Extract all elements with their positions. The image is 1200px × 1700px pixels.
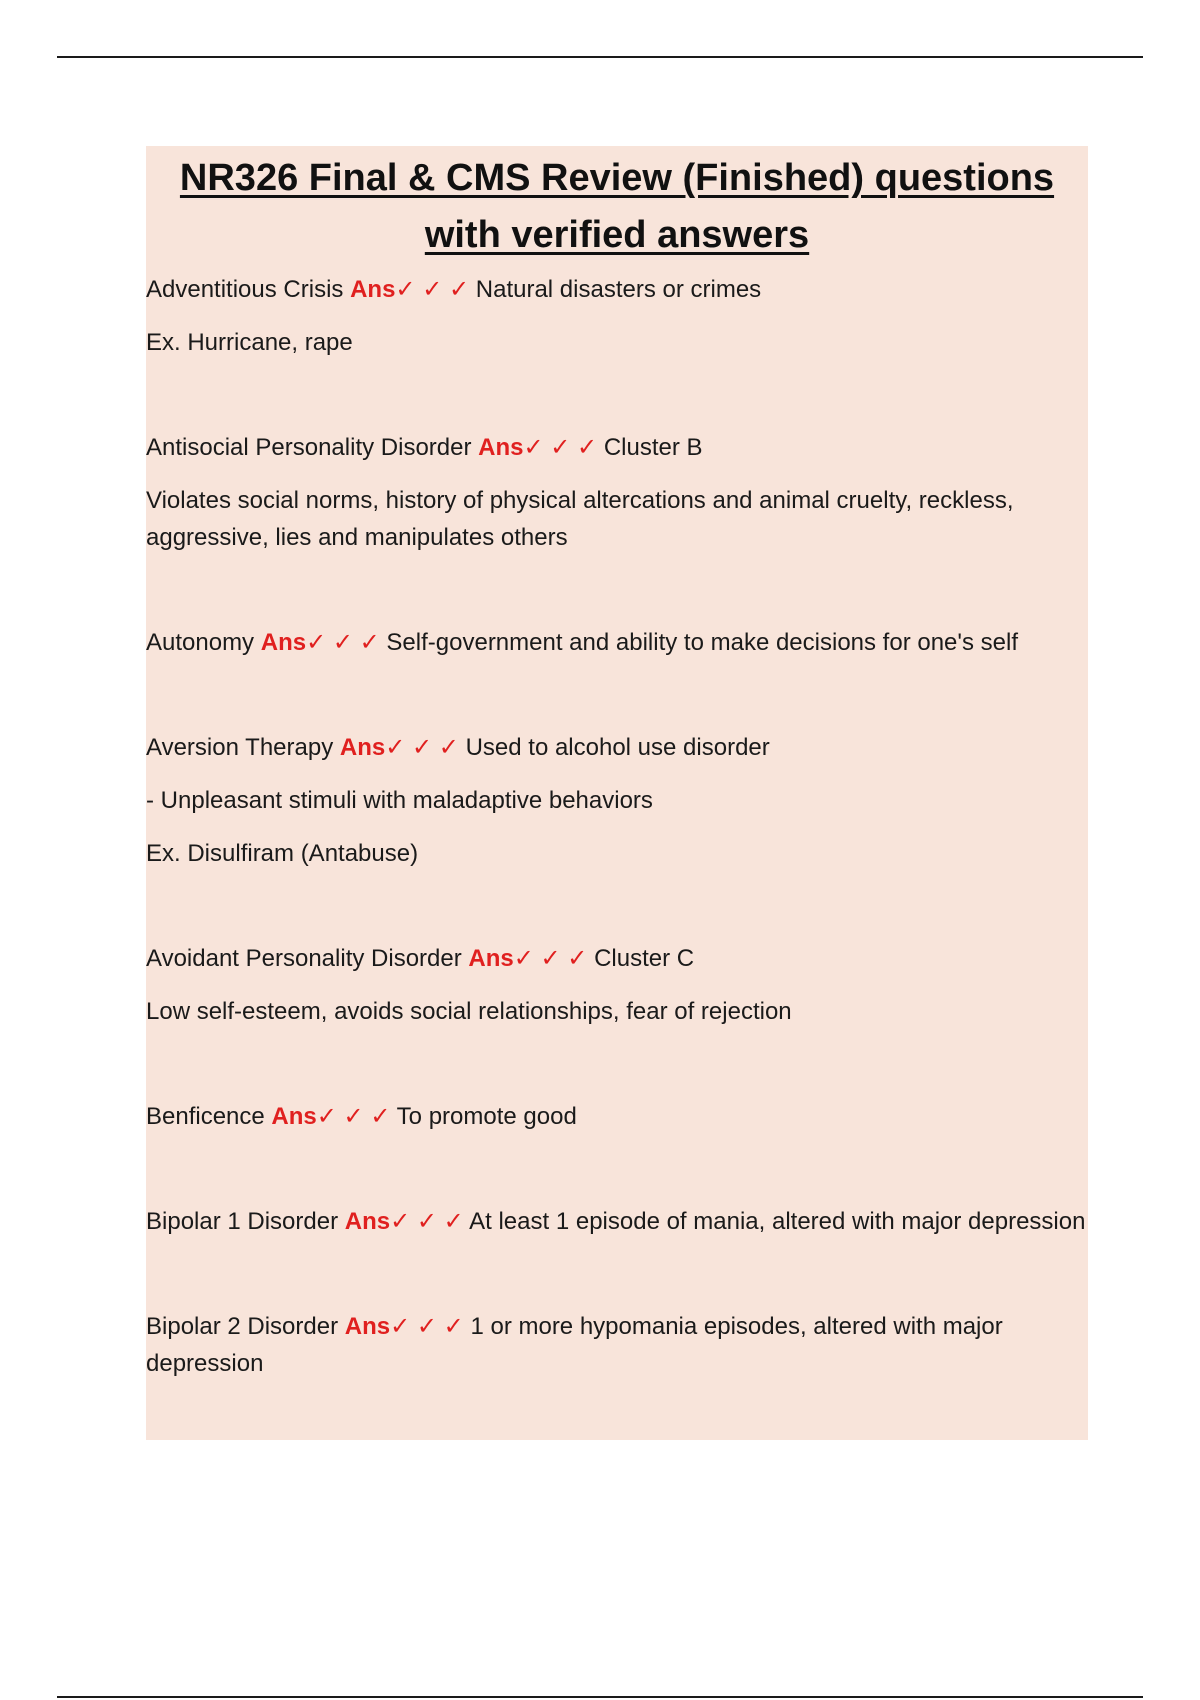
qa-line [146,1308,1088,1382]
check-marks-icon: ✓ ✓ ✓ [306,629,380,656]
qa-line [146,1203,1088,1240]
ans-label: Ans [344,1313,391,1340]
qa-line [146,940,1088,977]
ans-label: Ans [339,734,386,761]
detail-line: Low self-esteem, avoids social relationships, fear of rejection [146,998,792,1025]
check-marks-icon: ✓ ✓ ✓ [523,434,598,461]
answer: Cluster B [603,434,703,461]
answer: Natural disasters or crimes [475,276,762,303]
detail-line: Ex. Hurricane, rape [146,329,353,356]
document-title: NR326 Final & CMS Review (Finished) questions with verified answers [179,157,1055,256]
answer: Self-government and ability to make decisions for one's self [386,629,1018,656]
qa-entry [146,1098,1088,1135]
qa-entry [146,624,1088,661]
check-marks-icon: ✓ ✓ ✓ [385,734,459,761]
qa-entry [146,429,1088,556]
qa-entry [146,271,1088,361]
ans-label: Ans [478,434,524,461]
term: Antisocial Personality Disorder [146,434,472,461]
qa-line [146,729,1088,766]
term: Aversion Therapy [146,734,334,761]
bottom-rule [57,1696,1143,1698]
ans-label: Ans [344,1208,391,1235]
ans-label: Ans [350,276,396,303]
ans-label: Ans [271,1103,317,1130]
qa-entry [146,729,1088,872]
qa-line [146,624,1088,661]
qa-entry [146,1308,1088,1382]
check-marks-icon: ✓ ✓ ✓ [395,276,470,303]
document-content [146,146,1088,1440]
detail-line: - Unpleasant stimuli with maladaptive behaviors [146,787,653,814]
qa-list [146,271,1088,1382]
term: Bipolar 2 Disorder [146,1313,339,1340]
term: Bipolar 1 Disorder [146,1208,339,1235]
detail-line: Violates social norms, history of physical altercations and animal cruelty, reckless, aggressive, lies and manipulates others [146,487,1014,551]
answer: Cluster C [594,945,695,972]
term: Adventitious Crisis [146,276,344,303]
qa-line [146,271,1088,308]
ans-label: Ans [260,629,307,656]
check-marks-icon: ✓ ✓ ✓ [316,1103,391,1130]
top-rule [57,56,1143,58]
check-marks-icon: ✓ ✓ ✓ [390,1313,464,1340]
ans-label: Ans [468,945,514,972]
answer: To promote good [396,1103,577,1130]
qa-entry [146,1203,1088,1240]
term: Benficence [146,1103,265,1130]
term: Autonomy [146,629,255,656]
qa-entry [146,940,1088,1030]
qa-line [146,1098,1088,1135]
check-marks-icon: ✓ ✓ ✓ [390,1208,464,1235]
check-marks-icon: ✓ ✓ ✓ [513,945,588,972]
detail-line: Ex. Disulfiram (Antabuse) [146,840,419,867]
answer: Used to alcohol use disorder [465,734,770,761]
answer: At least 1 episode of mania, altered with major depression [469,1208,1086,1235]
term: Avoidant Personality Disorder [146,945,462,972]
qa-line [146,429,1088,466]
answer: 1 or more hypomania episodes, altered with major depression [146,1313,1003,1377]
